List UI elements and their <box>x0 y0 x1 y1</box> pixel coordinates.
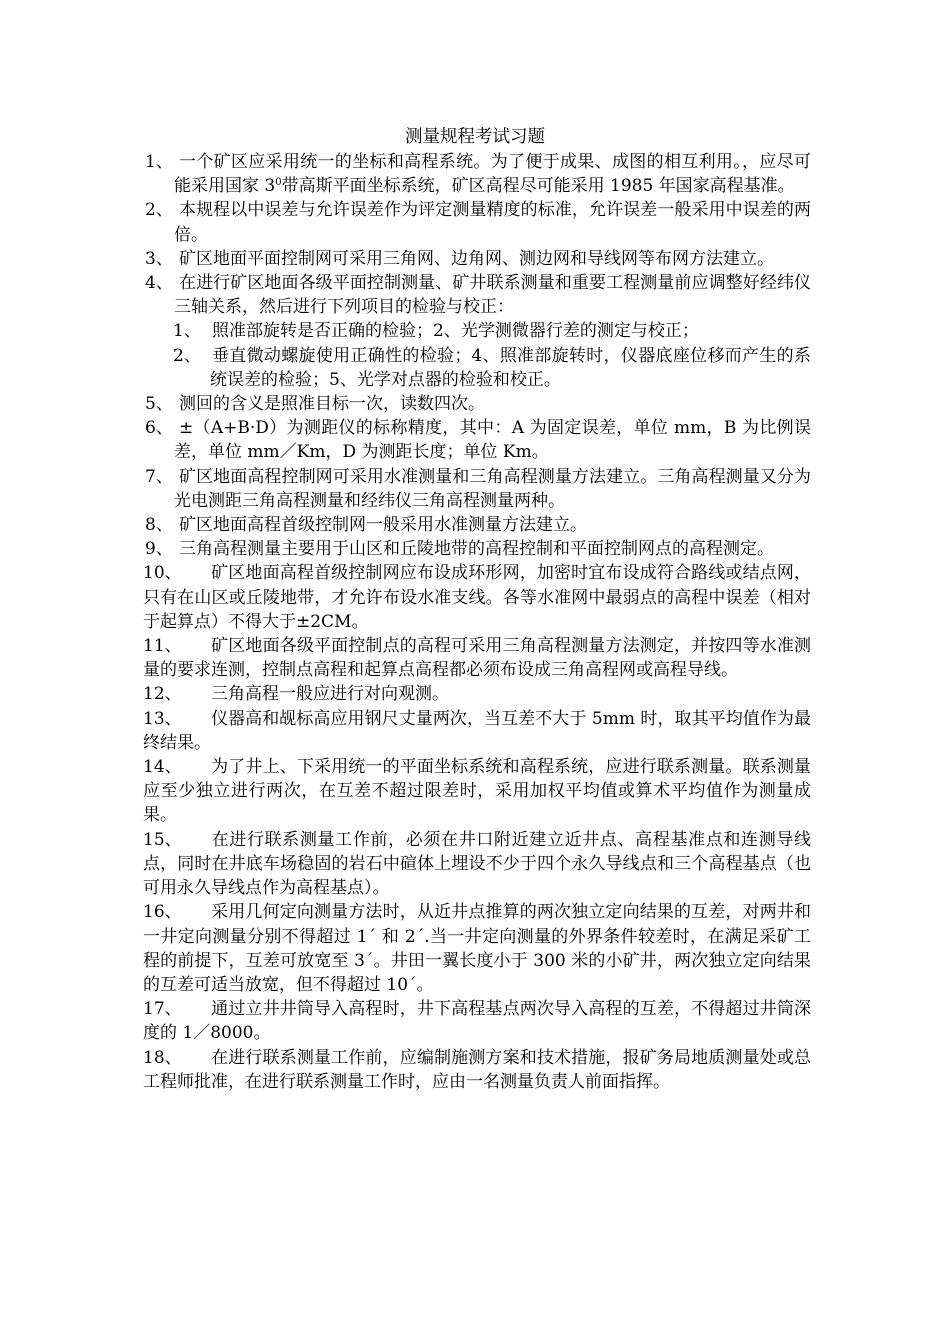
item-text: 本规程以中误差与允许误差作为评定测量精度的标准，允许误差一般采用中误差的两倍。 <box>174 200 811 245</box>
item-text: 通过立井井筒导入高程时，井下高程基点两次导入高程的互差，不得超过井筒深度的 1／8000。 <box>143 999 811 1044</box>
list-item <box>143 392 811 416</box>
item-text: 矿区地面高程首级控制网应布设成环形网，加密时宜布设成符合路线或结点网，只有在山区或丘陵地带，才允许布设水准支线。各等水准网中最弱点的高程中误差（相对于起算点）不得大于±2CM。 <box>143 563 811 632</box>
item-number: 17、 <box>143 999 182 1020</box>
item-number: 13、 <box>143 708 182 729</box>
item-number: 15、 <box>143 829 182 850</box>
list-item <box>143 997 811 1045</box>
list-item <box>143 755 811 828</box>
item-number: 6、 <box>145 418 173 439</box>
item-number: 3、 <box>145 248 173 269</box>
list-item <box>143 682 811 706</box>
item-text: 矿区地面高程首级控制网一般采用水准测量方法建立。 <box>179 515 587 536</box>
list-item <box>143 707 811 755</box>
item-number: 1、 <box>145 152 173 172</box>
item-number: 18、 <box>143 1047 182 1068</box>
item-number: 5、 <box>145 394 173 415</box>
list-item <box>143 1046 811 1094</box>
item-number: 16、 <box>143 902 182 923</box>
item-text: 一个矿区应采用统一的坐标和高程系统。为了便于成果、成图的相互利用。，应尽可能采用国家 $3^0$带高斯平面坐标系统，矿区高程尽可能采用 1985 年国家高程基准。 <box>174 152 811 197</box>
item-number: 2、 <box>173 345 201 366</box>
item-number: 4、 <box>145 273 173 294</box>
item-number: 14、 <box>143 757 182 778</box>
item-number: 10、 <box>143 563 182 584</box>
item-text: 矿区地面平面控制网可采用三角网、边角网、测边网和导线网等布网方法建立。 <box>179 248 774 269</box>
list-item <box>143 900 811 997</box>
item-text: 三角高程一般应进行对向观测。 <box>211 684 449 705</box>
item-text: 仪器高和觇标高应用钢尺丈量两次，当互差不大于 5mm 时，取其平均值作为最终结果。 <box>143 708 811 753</box>
item-text: 垂直微动螺旋使用正确性的检验；4、照准部旋转时，仪器底座位移而产生的系统误差的检验；5、光学对点器的检验和校正。 <box>210 345 811 390</box>
item-text: 在进行联系测量工作前，应编制施测方案和技术措施，报矿务局地质测量处或总工程师批准，在进行联系测量工作时，应由一名测量负责人前面指挥。 <box>143 1047 811 1092</box>
item-number: 12、 <box>143 684 182 705</box>
item-text: 测回的含义是照准目标一次，读数四次。 <box>179 394 485 415</box>
list-item <box>143 271 811 319</box>
sub-list-item <box>143 344 811 392</box>
item-text: ±（A+B·D）为测距仪的标称精度，其中：A 为固定误差，单位 mm，B 为比例误差，单位 mm／Km，D 为测距长度；单位 Km。 <box>174 418 811 463</box>
list-item <box>143 465 811 513</box>
item-number: 1、 <box>173 321 201 342</box>
item-text: 为了井上、下采用统一的平面坐标系统和高程系统，应进行联系测量。联系测量应至少独立进行两次，在互差不超过限差时，采用加权平均值或算术平均值作为测量成果。 <box>143 757 811 826</box>
item-number: 2、 <box>145 200 173 221</box>
item-text: 在进行矿区地面各级平面控制测量、矿井联系测量和重要工程测量前应调整好经纬仪三轴关系，然后进行下列项目的检验与校正： <box>174 273 811 318</box>
list-item <box>143 247 811 271</box>
item-text: 照准部旋转是否正确的检验；2、光学测微器行差的测定与校正； <box>212 321 699 342</box>
item-text: 采用几何定向测量方法时，从近井点推算的两次独立定向结果的互差，对两井和一井定向测量分别不得超过 1´ 和 2´.当一井定向测量的外界条件较差时，在满足采矿工程的前提下，互差可放宽至 3´。井田一翼长度小于 300 米的小矿井，两次独立定向结果的互差可适当放宽，但不得超过 10´。 <box>143 902 811 995</box>
item-text: 矿区地面高程控制网可采用水准测量和三角高程测量方法建立。三角高程测量又分为光电测距三角高程测量和经纬仪三角高程测量两种。 <box>174 466 811 511</box>
sub-list-item <box>143 319 811 343</box>
list-item <box>143 634 811 682</box>
item-number: 8、 <box>145 515 173 536</box>
item-number: 9、 <box>145 539 173 560</box>
page-title: 测量规程考试习题 <box>405 127 545 147</box>
list-item <box>143 828 811 901</box>
item-number: 11、 <box>143 636 182 657</box>
list-item <box>143 537 811 561</box>
list-item <box>143 513 811 537</box>
question-list <box>143 150 811 1094</box>
item-text: 三角高程测量主要用于山区和丘陵地带的高程控制和平面控制网点的高程测定。 <box>179 539 774 560</box>
list-item <box>143 198 811 246</box>
list-item <box>143 561 811 634</box>
list-item <box>143 416 811 464</box>
item-text: 在进行联系测量工作前，必须在井口附近建立近井点、高程基准点和连测导线点，同时在井底车场稳固的岩石中碹体上埋设不少于四个永久导线点和三个高程基点（也可用永久导线点作为高程基点）。 <box>143 829 811 899</box>
superscript: 0 <box>275 177 282 189</box>
list-item <box>143 150 811 198</box>
item-text: 矿区地面各级平面控制点的高程可采用三角高程测量方法测定，并按四等水准测量的要求连测，控制点高程和起算点高程都必须布设成三角高程网或高程导线。 <box>143 636 811 681</box>
item-number: 7、 <box>145 466 173 487</box>
